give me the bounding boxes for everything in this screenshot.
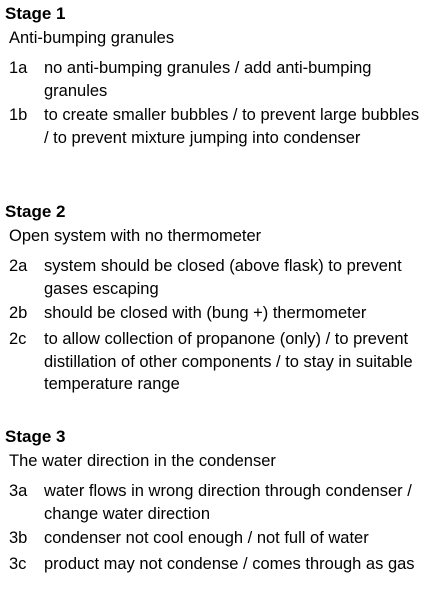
stage-2-issue: Open system with no thermometer xyxy=(9,227,262,245)
item-code: 3a xyxy=(9,482,28,500)
item-text: to create smaller bubbles / to prevent large bubbles / to prevent mixture jumping into condenser xyxy=(44,106,420,147)
item-text: to allow collection of propanone (only) / to prevent distillation of other components / to stay in suitable temperature range xyxy=(44,330,413,393)
item-code: 1b xyxy=(9,106,28,124)
item-text: condenser not cool enough / not full of water xyxy=(44,529,369,547)
stage-3-title: Stage 3 xyxy=(5,427,66,446)
item-text: system should be closed (above flask) to prevent gases escaping xyxy=(44,257,402,298)
item-text: product may not condense / comes through as gas xyxy=(44,555,415,573)
item-code: 3c xyxy=(9,555,27,573)
item-code: 3b xyxy=(9,529,28,547)
item-code: 2b xyxy=(9,304,28,322)
item-code: 1a xyxy=(9,59,28,77)
stage-2-title: Stage 2 xyxy=(5,202,66,221)
item-text: water flows in wrong direction through condenser / change water direction xyxy=(44,482,412,523)
item-code: 2c xyxy=(9,330,27,348)
stage-1-title: Stage 1 xyxy=(5,4,66,23)
stage-3-issue: The water direction in the condenser xyxy=(9,452,276,470)
item-code: 2a xyxy=(9,257,28,275)
item-text: no anti-bumping granules / add anti-bumping granules xyxy=(44,59,372,100)
item-text: should be closed with (bung +) thermometer xyxy=(44,304,367,322)
stage-1-issue: Anti-bumping granules xyxy=(9,29,175,47)
